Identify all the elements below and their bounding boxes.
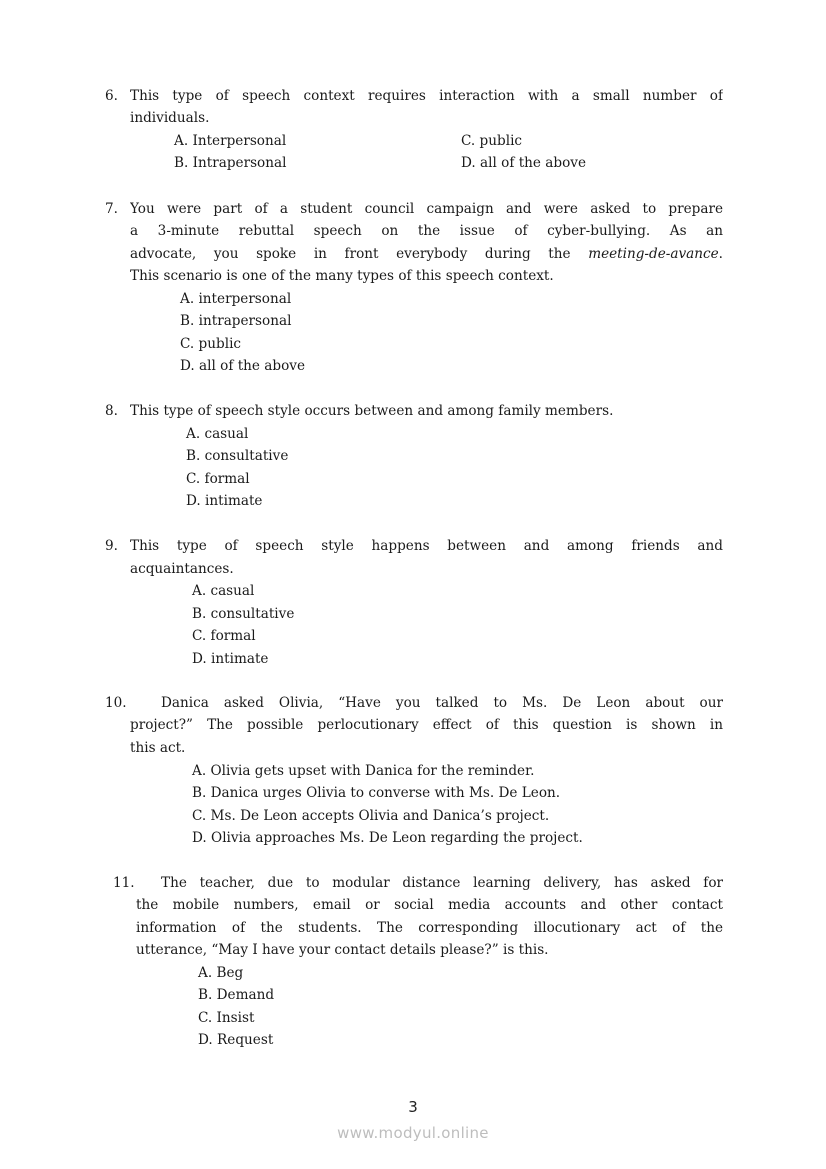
question-number: 7. (105, 201, 118, 217)
option: A. Interpersonal (174, 133, 287, 149)
text-part: . (718, 246, 723, 262)
italic-term: meeting-de-avance (588, 246, 719, 262)
question-text: individuals. (130, 110, 210, 126)
option: B. Intrapersonal (174, 155, 287, 171)
option: B. Demand (198, 987, 275, 1003)
question-text: Danica asked Olivia, “Have you talked to Ms. De Leon about our (161, 695, 723, 711)
question-number: 6. (105, 88, 118, 104)
question-number: 11. (113, 875, 135, 891)
option: D. all of the above (180, 358, 306, 374)
question-text: utterance, “May I have your contact details please?” is this. (136, 942, 549, 958)
option: A. casual (192, 583, 255, 599)
text-part: advocate, you spoke in front everybody during the (130, 246, 589, 262)
option: A. Olivia gets upset with Danica for the reminder. (192, 763, 535, 779)
option: B. Danica urges Olivia to converse with Ms. De Leon. (192, 785, 561, 801)
option: C. formal (186, 471, 250, 487)
option: A. interpersonal (180, 291, 292, 307)
question-text: information of the students. The corresponding illocutionary act of the (136, 920, 723, 936)
option: A. Beg (198, 965, 244, 981)
question-text: project?” The possible perlocutionary effect of this question is shown in (130, 717, 723, 733)
option: C. Insist (198, 1010, 255, 1026)
question-number: 10. (105, 695, 127, 711)
question-number: 9. (105, 538, 118, 554)
question-text: This type of speech style happens between and among friends and (130, 538, 723, 554)
option: D. all of the above (461, 155, 587, 171)
question-text: This scenario is one of the many types of this speech context. (130, 268, 554, 284)
question-text: This type of speech context requires interaction with a small number of (130, 88, 723, 104)
question-text: the mobile numbers, email or social media accounts and other contact (136, 897, 723, 913)
option: C. public (461, 133, 523, 149)
option: B. consultative (186, 448, 289, 464)
option: B. consultative (192, 606, 295, 622)
question-text: this act. (130, 740, 186, 756)
question-number: 8. (105, 403, 118, 419)
option: D. intimate (192, 651, 269, 667)
option: D. Olivia approaches Ms. De Leon regarding the project. (192, 830, 583, 846)
option: B. intrapersonal (180, 313, 292, 329)
option: D. Request (198, 1032, 274, 1048)
page-number: 3 (408, 1098, 418, 1116)
option: C. public (180, 336, 242, 352)
question-text: acquaintances. (130, 561, 234, 577)
question-text (130, 243, 723, 265)
watermark: www.modyul.online (337, 1124, 489, 1142)
option: A. casual (186, 426, 249, 442)
option: C. Ms. De Leon accepts Olivia and Danica’s project. (192, 808, 550, 824)
question-text: The teacher, due to modular distance learning delivery, has asked for (161, 875, 723, 891)
question-text: a 3-minute rebuttal speech on the issue of cyber-bullying. As an (130, 223, 723, 239)
question-text: This type of speech style occurs between and among family members. (130, 403, 614, 419)
option: C. formal (192, 628, 256, 644)
question-text: You were part of a student council campaign and were asked to prepare (130, 201, 723, 217)
option: D. intimate (186, 493, 263, 509)
